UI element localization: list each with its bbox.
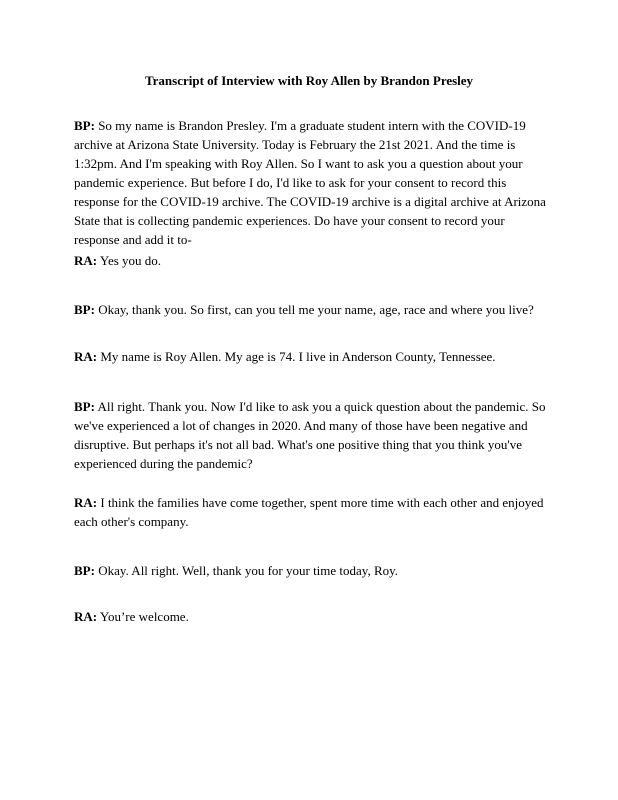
turn-text: You’re welcome. (99, 609, 189, 624)
speaker-label: BP: (74, 399, 95, 414)
speaker-label: RA: (74, 349, 98, 364)
speaker-label: RA: (74, 495, 98, 510)
transcript-turn (74, 300, 546, 319)
speaker-label: RA: (74, 609, 98, 624)
turn-text: My name is Roy Allen. My age is 74. I live in Anderson County, Tennessee. (100, 349, 496, 364)
turn-text: I think the families have come together, spent more time with each other and enjoyed each other's company. (74, 495, 544, 529)
transcript-turn (74, 561, 546, 580)
transcript-turn (74, 347, 546, 366)
turn-text: Yes you do. (99, 253, 162, 268)
speaker-label: RA: (74, 253, 98, 268)
turn-text: So my name is Brandon Presley. I'm a graduate student intern with the COVID-19 archive at Arizona State University. Today is February the 21st 2021. And the time is 1:32pm. And I'm speaking with Roy Allen. So I want to ask you a question about your pandemic experience. But before I do, I'd like to ask for your consent to record this response for the COVID-19 archive. The COVID-19 archive is a digital archive at Arizona State that is collecting pandemic experiences. Do have your consent to record your response and add it to- (74, 118, 546, 247)
speaker-label: BP: (74, 563, 95, 578)
transcript-turn (74, 116, 546, 249)
transcript-turn (74, 493, 546, 531)
document-title: Transcript of Interview with Roy Allen by Brandon Presley (144, 73, 474, 88)
turn-text: Okay. All right. Well, thank you for your time today, Roy. (98, 563, 399, 578)
transcript-turn (74, 607, 546, 626)
transcript-turn (74, 251, 546, 270)
turn-text: Okay, thank you. So first, can you tell me your name, age, race and where you live? (98, 302, 534, 317)
turn-text: All right. Thank you. Now I'd like to ask you a quick question about the pandemic. So we've experienced a lot of changes in 2020. And many of those have been negative and disruptive. But perhaps it's not all bad. What's one positive thing that you think you've experienced during the pandemic? (74, 399, 546, 471)
speaker-label: BP: (74, 302, 95, 317)
speaker-label: BP: (74, 118, 95, 133)
transcript-turn (74, 397, 546, 473)
